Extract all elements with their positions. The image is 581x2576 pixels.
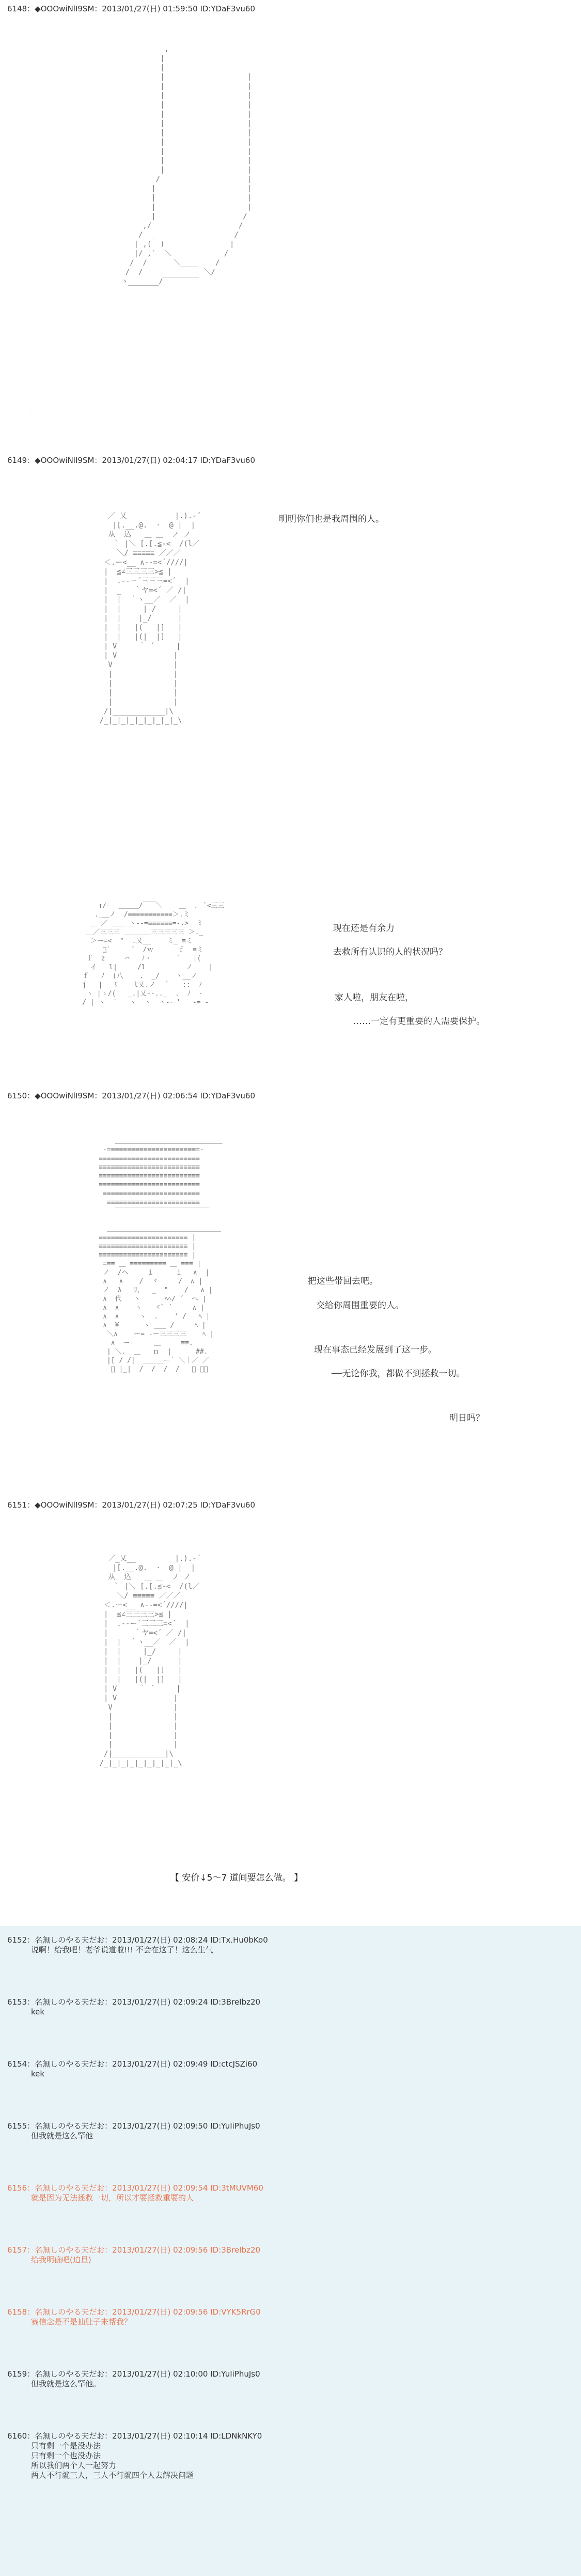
reply-body: kek [31,2069,45,2078]
reply-header: 6159：名無しのやる夫だお：2013/01/27(日) 02:10:00 ID:YuIiPhuJs0 [7,2369,260,2379]
reply-header: 6153：名無しのやる夫だお：2013/01/27(日) 02:09:24 ID:3BreIbz20 [7,1997,261,2007]
reply-header: 6154：名無しのやる夫だお：2013/01/27(日) 02:09:49 ID:ctcJSZi60 [7,2059,258,2069]
reply-header: 6156：名無しのやる夫だお：2013/01/27(日) 02:09:54 ID:3tMUVM60 [7,2183,263,2193]
reply-6152 [7,1934,570,1955]
ascii-art-character-a: ／_乂__ |.).‐´ |[.__.@. · @ | | 从 込 ＿ ＿ ノ ノ ｀ |＼ [.[.≦-< /(l／ ＼/ ≡≡≡≡≡ ／／／ ＜.ー<__ ∧--=<´////| | ≦∠三三三三>≦ | | .--ー´三三三=<´ | | _ ｀ヤ=<´ ／ /| | | ｀ヽ__／ ／ | | | |_/ | | | |_/ | | | |( |] | | | |(| |] | | V ｀ ´ | | V | V | | | | | | | | | /|____________|\ /_|_|_|_|_|_|_|_|_\ [99,512,201,725]
post-header-6151: 6151：◆OOOwiNlI9SM：2013/01/27(日) 02:07:25 ID:YDaF3vu60 [7,1500,256,1510]
reply-6155 [7,2120,570,2141]
post-header-6149: 6149：◆OOOwiNlI9SM：2013/01/27(日) 02:04:17 ID:YDaF3vu60 [7,456,256,465]
speech-line: ──无论你我，都做不到拯救一切。 [332,1369,465,1379]
speech-line: ……一定有更重要的人需要保护。 [353,1016,485,1027]
reply-6159 [7,2368,570,2389]
reply-header: 6160：名無しのやる夫だお：2013/01/27(日) 02:10:14 ID:LDNkNKY0 [7,2431,262,2441]
post-header-6150: 6150：◆OOOwiNlI9SM：2013/01/27(日) 02:06:54 ID:YDaF3vu60 [7,1091,256,1100]
reply-body: 给我明确吧(迫旦) [31,2255,91,2264]
vote-prompt: 【 安价↓5～7 道间要怎么做。 】 [170,1873,303,1883]
speech-line: 去救所有认识的人的状况吗？ [333,947,447,957]
reply-body: kek [31,2007,45,2016]
reply-header: 6158：名無しのやる夫だお：2013/01/27(日) 02:09:56 ID:VYK5RrG0 [7,2307,261,2317]
reply-header: 6157：名無しのやる夫だお：2013/01/27(日) 02:09:56 ID:3BreIbz20 [7,2245,261,2255]
reply-header: 6152：名無しのやる夫だお：2013/01/27(日) 02:08:24 ID:Tx.Hu0bKo0 [7,1935,268,1945]
ascii-art-character-b: ／_乂__ |.).‐´ |[.__.@. · @ | | 从 込 ＿ ＿ ノ ノ ｀ |＼ [.[.≦-< /(l／ ＼/ ≡≡≡≡≡ ／／／ ＜.ー<__ ∧--=<´////| | ≦∠三三三三>≦ | | .--ー´三三三=<´ | | _ ｀ヤ=<´ ／ /| | | ｀ヽ__／ ／ | | | |_/ | | | |_/ | | | |( |] | | | |(| |] | | V ｀ ´ | | V | V | | | | | | | | | /|____________|\ /_|_|_|_|_|_|_|_|_\ [99,1555,201,1767]
reply-header: 6155：名無しのやる夫だお：2013/01/27(日) 02:09:50 ID:YuIiPhuJs0 [7,2121,260,2131]
speech-line: 现在事态已经发展到了这一步。 [314,1345,437,1355]
speech-line: 明日吗？ [449,1413,484,1423]
reply-6154 [7,2058,570,2079]
speech-line: 现在还是有余力 [333,923,395,934]
post-header-6148: 6148：◆OOOwiNlI9SM：2013/01/27(日) 01:59:50 ID:YDaF3vu60 [7,4,256,13]
reply-6153 [7,1996,570,2017]
reply-6160 [7,2430,570,2480]
speech-line: 把这些带回去吧。 [308,1276,378,1286]
ascii-art-sword-scene: ↑/‐ ＿＿＿/￣￣＼ ＿ . ﾞ<三三 ._＿ノ /≡≡≡≡≡≡≡≡≡≡≡＞.ミ ＿ ／ ＿＿ ヽ--=≡≡≡≡≡≡=-.> ミ ＿／三三三 ＿＿＿＿三三三三三 ＞._ ＞ー=< " ̄ ̄.乂__ ミ_ ≡ミ ﾞ′ ´ /ｗ ｆ ≡ミ ｆ z ⌒ ﾉヽ ﾞ |( イ l| /l ノ | ｆ ﾉ (八 . _/ ヽ__ノ j | ﾘ l乂.ノ ｀ :: ﾉ ヽ |ゝ/( _.|乂-‐.._ . ﾉ - / | ヽ ` ヽ ヽ ヽ‐ー' -= - [82,902,225,1006]
reply-body: 说啊！给我吧！老爷说道啦!!! 不会在这了！这么生气 [31,1945,213,1954]
replies-section [0,1926,581,2576]
reply-body: 但我就是这么罕他 [31,2131,93,2140]
speech-line: 家人啦，朋友在啦， [335,992,414,1003]
ascii-art-fist: , | | | | | | | | | | | | | | | | | | | | | | | | / | | | | | | | | / ,/ / / _ / | ,( ) | |/ ,′ ＼ / / / ＼____ / / / ＼/ ゝ_______/￣￣￣￣￣ [121,45,252,286]
reply-6157 [7,2244,570,2265]
reply-body: 就是因为无法拯救一切，所以才要拯救重要的人 [31,2193,194,2202]
reply-body: 但我就是这么罕他。 [31,2379,101,2388]
ascii-art-hooded-figure: ＿＿＿＿＿＿＿＿＿＿＿＿＿＿＿＿ -=≡≡≡≡≡≡≡≡≡≡≡≡≡≡≡≡≡≡≡≡≡=- ≡≡≡≡≡≡≡≡≡≡≡≡≡≡≡≡≡≡≡≡≡≡≡≡≡ ≡≡≡≡≡≡≡≡≡≡≡≡≡≡≡≡≡≡≡≡≡≡≡≡≡ ≡≡≡≡≡≡≡≡≡≡≡≡≡≡≡≡≡≡≡≡≡≡≡≡≡ ≡≡≡≡≡≡≡≡≡≡≡≡≡≡≡≡≡≡≡≡≡≡≡≡≡ ≡≡≡≡≡≡≡≡≡≡≡≡≡≡≡≡≡≡≡≡≡≡≡≡ ≡≡≡≡≡≡≡≡≡≡≡≡≡≡≡≡≡≡≡≡≡≡≡ ￣￣￣￣￣￣￣￣￣￣￣￣￣￣ ＿＿＿＿＿＿＿＿＿＿＿＿＿＿＿＿＿ ≡≡≡≡≡≡≡≡≡≡≡≡≡≡≡≡≡≡≡≡≡≡ | ≡≡≡≡≡≡≡≡≡≡≡≡≡≡≡≡≡≡≡≡≡≡ | ≡≡≡≡≡≡≡≡≡≡≡≡≡≡≡≡≡≡≡≡≡≡ | =≡≡ ＿ ≡≡≡≡≡≡≡≡≡ ＿ ≡≡≡ | ノ /ヘ i i ∧ | ∧ ∧ / ヾ / ∧ | ノ λ ﾘ、 _ " / ∧ | ∧ 代 ヽ ﾍﾍ/ ´ ヘ | ∧ ∧ ヽ ヾﾞ ´ ∧ | ∧ ∧ ヽ . ' / ﾍ | ∧ ¥ ヽ ___ / ﾍ | ＼∧ ー= ‐ー三三三三 ﾍ | ∧ ー‐ ＿ ≡≡. | ＼. ＿ ｎ | ##. |[ / /| ＿＿＿ー´ ＼｜／ ／ ﾞ |_| / / / / ／ ／＼ [99,1137,223,1373]
reply-body: 赛信念是不是抽肚子来帮我？ [31,2317,132,2326]
decorative-mark: . [30,407,32,413]
reply-6158 [7,2306,570,2327]
reply-6156 [7,2182,570,2203]
reply-body: 只有剩一个是没办法 只有剩一个也没办法 所以我们两个人一起努力 两人不行就三人，三人不行就四个人去解决问题 [31,2441,194,2480]
speech-line: 交给你周围重要的人。 [316,1300,404,1311]
speech-line: 明明你们也是我周围的人。 [279,514,384,524]
